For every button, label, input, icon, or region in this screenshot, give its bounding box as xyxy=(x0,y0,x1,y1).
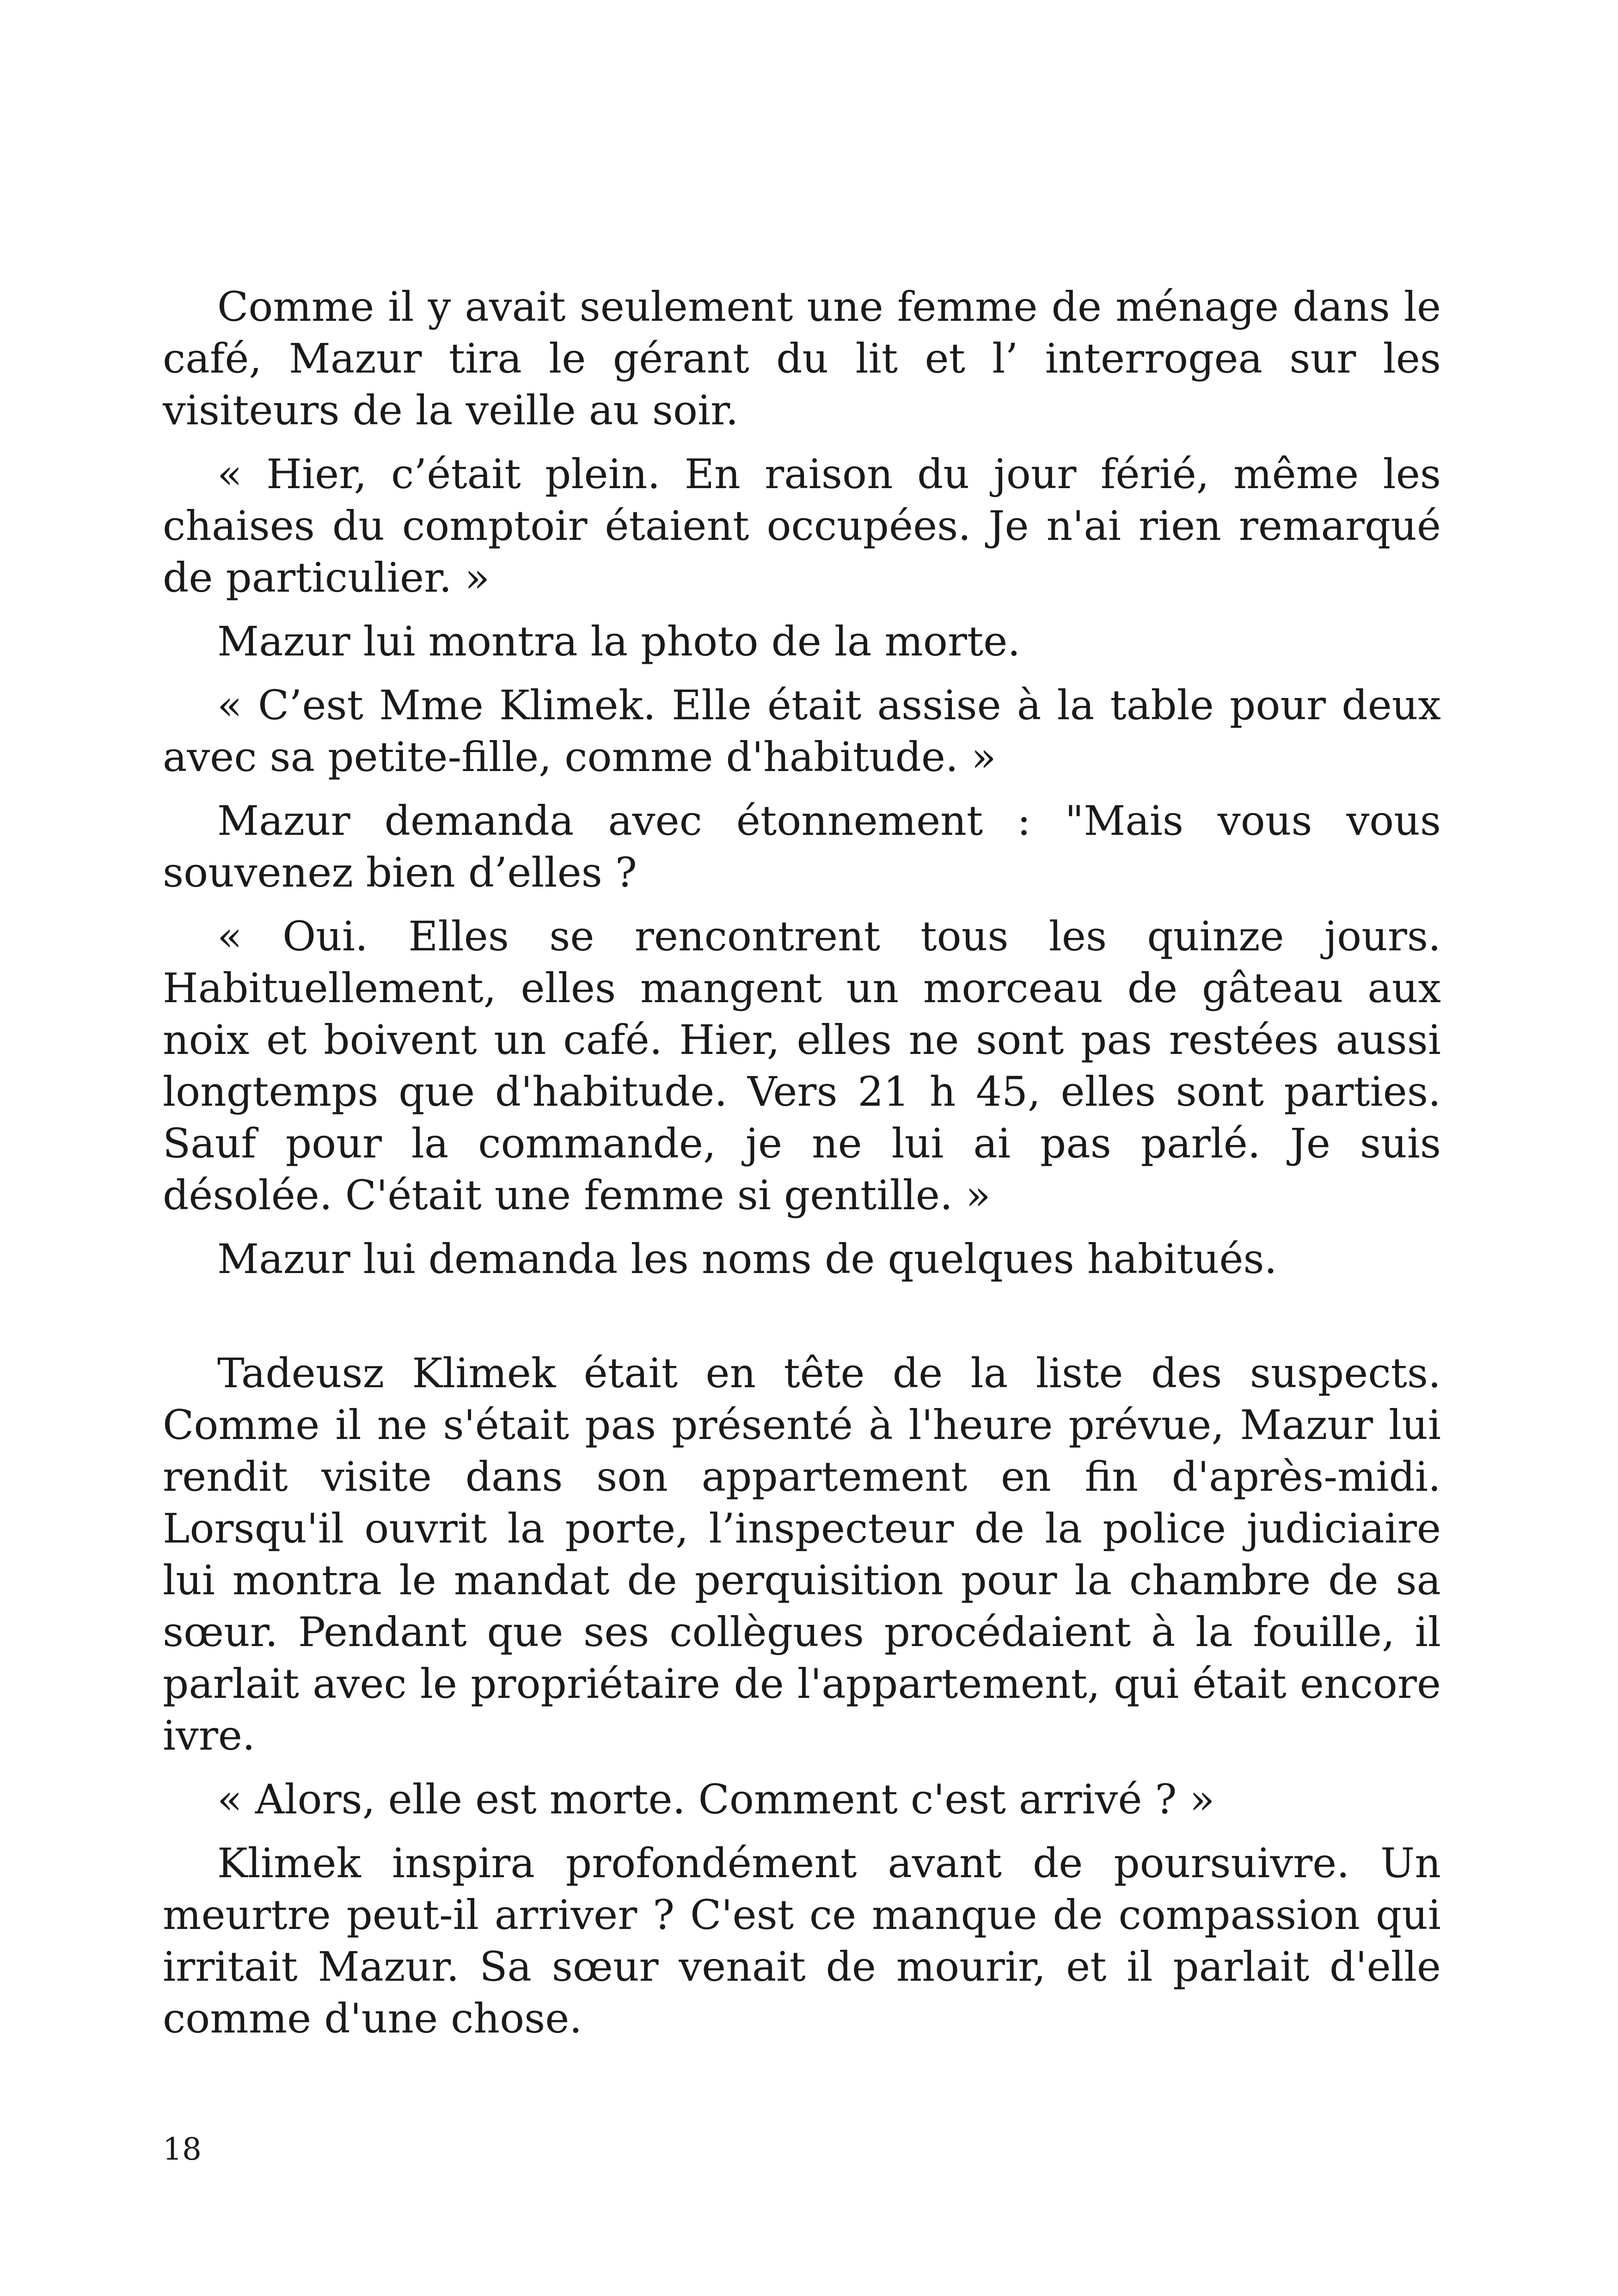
page-number: 18 xyxy=(163,2131,202,2167)
paragraph: Tadeusz Klimek était en tête de la liste des suspects. Comme il ne s'était pas présenté à l'heure prévue, Mazur lui rendit visite dans son appartement en fin d'après-midi. Lorsqu'il ouvrit la porte, l’inspecteur de la police judiciaire lui montra le mandat de perquisition pour la chambre de sa sœur. Pendant que ses collègues procédaient à la fouille, il parlait avec le propriétaire de l'appartement, qui était encore ivre. xyxy=(163,1349,1441,1759)
text-section-2 xyxy=(163,1347,1441,2057)
paragraph: Klimek inspira profondément avant de poursuivre. Un meurtre peut-il arriver ? C'est ce manque de compassion qui irritait Mazur. Sa sœur venait de mourir, et il parlait d'elle comme d'une chose. xyxy=(163,1839,1441,2042)
paragraph: Mazur lui montra la photo de la morte. xyxy=(217,618,1021,665)
paragraph: « Hier, c’était plein. En raison du jour férié, même les chaises du comptoir étaient occupées. Je n'ai rien remarqué de particulier. » xyxy=(163,450,1441,601)
paragraph: Comme il y avait seulement une femme de ménage dans le café, Mazur tira le gérant du lit et l’ interrogea sur les visiteurs de la veille au soir. xyxy=(163,283,1441,434)
text-section-1 xyxy=(163,281,1441,1297)
paragraph: Mazur demanda avec étonnement : "Mais vous vous souvenez bien d’elles ? xyxy=(163,797,1441,896)
paragraph: Mazur lui demanda les noms de quelques habitués. xyxy=(217,1235,1277,1283)
paragraph: « C’est Mme Klimek. Elle était assise à la table pour deux avec sa petite-fille, comme d'habitude. » xyxy=(163,681,1441,781)
paragraph: « Oui. Elles se rencontrent tous les quinze jours. Habituellement, elles mangent un morceau de gâteau aux noix et boivent un café. Hier, elles ne sont pas restées aussi longtemps que d'habitude. Vers 21 h 45, elles sont parties. Sauf pour la commande, je ne lui ai pas parlé. Je suis désolée. C'était une femme si gentille. » xyxy=(163,912,1441,1219)
paragraph: « Alors, elle est morte. Comment c'est arrivé ? » xyxy=(217,1776,1215,1823)
